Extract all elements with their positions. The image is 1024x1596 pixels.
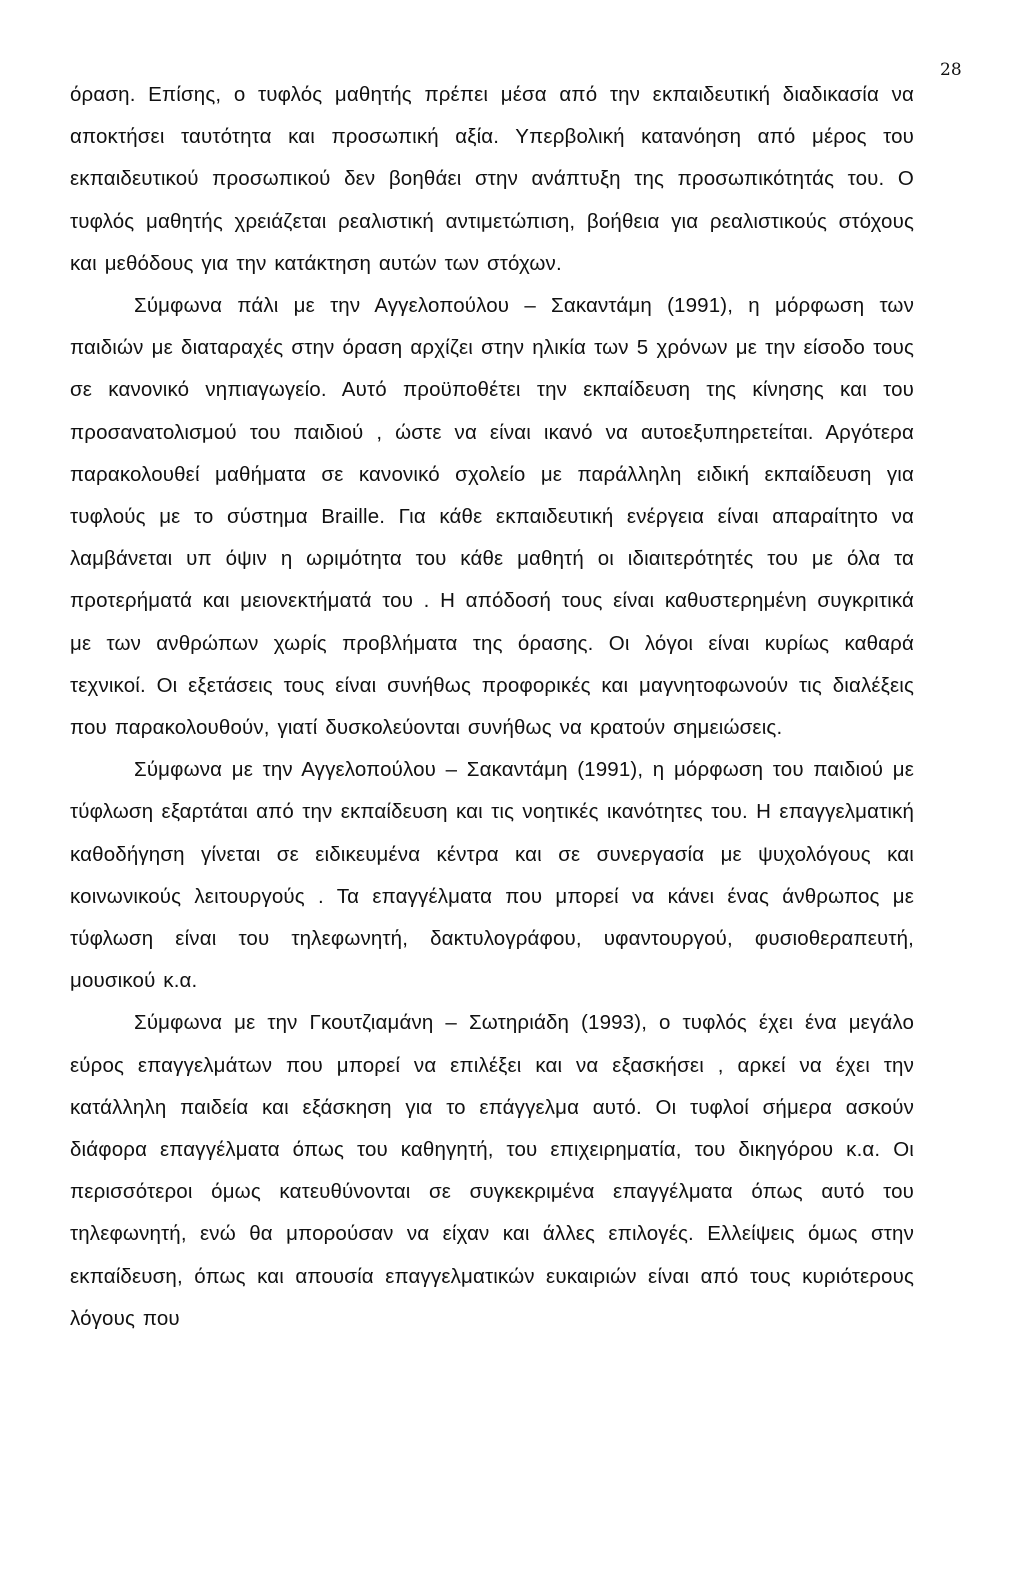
page-number: 28: [940, 60, 962, 80]
paragraph-1: όραση. Επίσης, ο τυφλός μαθητής πρέπει μέσα από την εκπαιδευτική διαδικασία να αποκτήσει ταυτότητα και προσωπική αξία. Υπερβολική κατανόηση από μέρος του εκπαιδευτικού προσωπικού δεν βοηθάει στην ανάπτυξη της προσωπικότητάς του. Ο τυφλός μαθητής χρειάζεται ρεαλιστική αντιμετώπιση, βοήθεια για ρεαλιστικούς στόχους και μεθόδους για την κατάκτηση αυτών των στόχων.: [70, 83, 914, 275]
paragraph-4: Σύμφωνα με την Γκουτζιαμάνη – Σωτηριάδη (1993), ο τυφλός έχει ένα μεγάλο εύρος επαγγελμάτων που μπορεί να επιλέξει και να εξασκήσει , αρκεί να έχει την κατάλληλη παιδεία και εξάσκηση για το επάγγελμα αυτό. Οι τυφλοί σήμερα ασκούν διάφορα επαγγέλματα όπως του καθηγητή, του επιχειρηματία, του δικηγόρου κ.α. Οι περισσότεροι όμως κατευθύνονται σε συγκεκριμένα επαγγέλματα όπως αυτό του τηλεφωνητή, ενώ θα μπορούσαν να είχαν και άλλες επιλογές. Ελλείψεις όμως στην εκπαίδευση, όπως και απουσία επαγγελματικών ευκαιριών είναι από τους κυριότερους λόγους που: [70, 1011, 914, 1330]
paragraph-3: Σύμφωνα με την Αγγελοπούλου – Σακαντάμη (1991), η μόρφωση του παιδιού με τύφλωση εξαρτάται από την εκπαίδευση και τις νοητικές ικανότητες του. Η επαγγελματική καθοδήγηση γίνεται σε ειδικευμένα κέντρα και σε συνεργασία με ψυχολόγους και κοινωνικούς λειτουργούς . Τα επαγγέλματα που μπορεί να κάνει ένας άνθρωπος με τύφλωση είναι του τηλεφωνητή, δακτυλογράφου, υφαντουργού, φυσιοθεραπευτή, μουσικού κ.α.: [70, 758, 914, 993]
paragraph-2: Σύμφωνα πάλι με την Αγγελοπούλου – Σακαντάμη (1991), η μόρφωση των παιδιών με διαταραχές στην όραση αρχίζει στην ηλικία των 5 χρόνων με την είσοδο τους σε κανονικό νηπιαγωγείο. Αυτό προϋποθέτει την εκπαίδευση της κίνησης και του προσανατολισμού του παιδιού , ώστε να είναι ικανό να αυτοεξυπηρετείται. Αργότερα παρακολουθεί μαθήματα σε κανονικό σχολείο με παράλληλη ειδική εκπαίδευση για τυφλούς με το σύστημα Braille. Για κάθε εκπαιδευτική ενέργεια είναι απαραίτητο να λαμβάνεται υπ όψιν η ωριμότητα του κάθε μαθητή οι ιδιαιτερότητές του με όλα τα προτερήματά και μειονεκτήματά του . Η απόδοσή τους είναι καθυστερημένη συγκριτικά με των ανθρώπων χωρίς προβλήματα της όρασης. Οι λόγοι είναι κυρίως καθαρά τεχνικοί. Οι εξετάσεις τους είναι συνήθως προφορικές και μαγνητοφωνούν τις διαλέξεις που παρακολουθούν, γιατί δυσκολεύονται συνήθως να κρατούν σημειώσεις.: [70, 294, 914, 740]
body-text: [70, 74, 914, 1340]
